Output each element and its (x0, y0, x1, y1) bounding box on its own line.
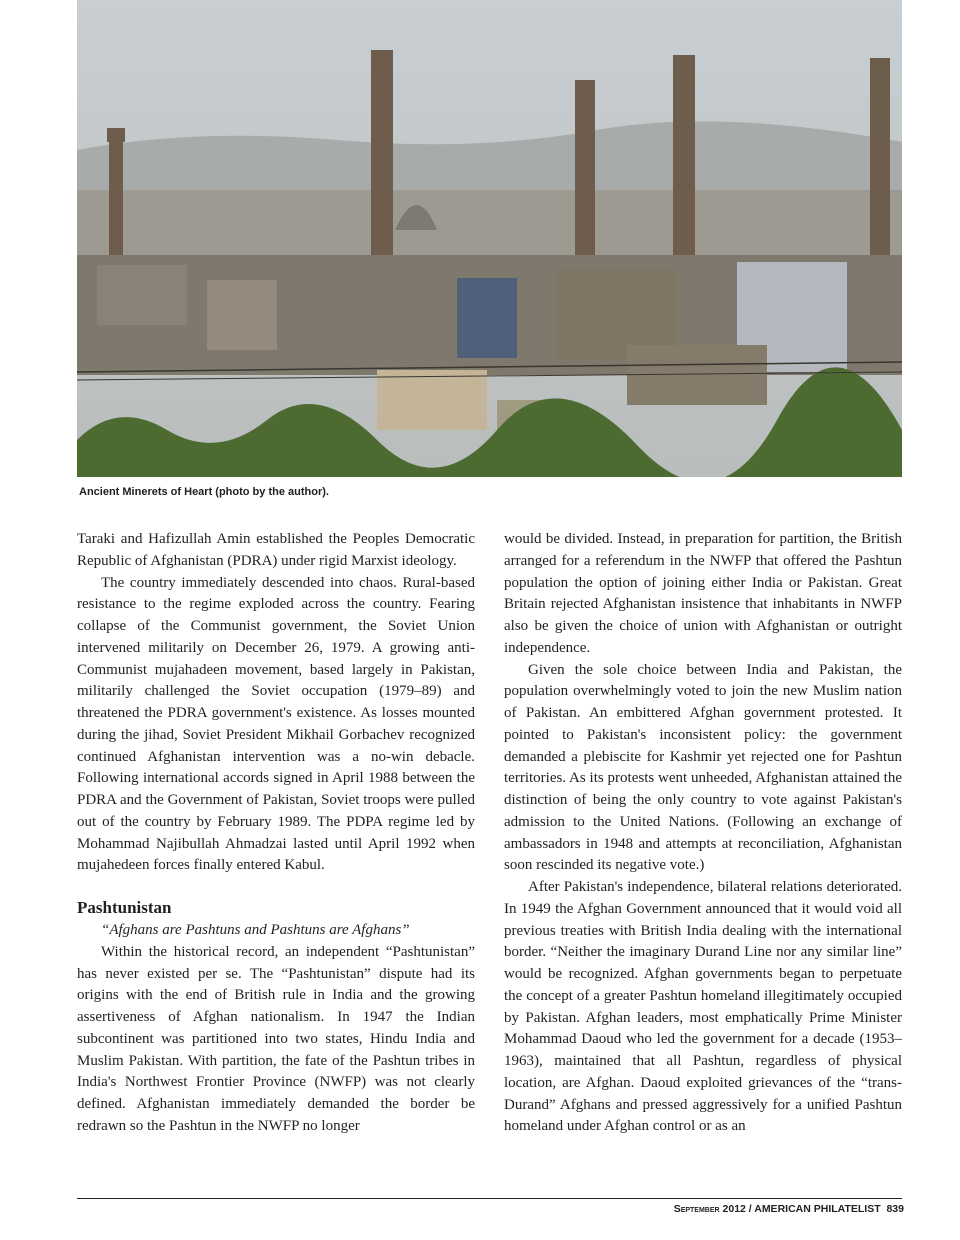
photo-caption: Ancient Minerets of Heart (photo by the author). (79, 486, 329, 498)
page-number: 839 (886, 1203, 904, 1215)
section-heading: Pashtunistan (77, 898, 172, 917)
right-paragraph-2: Given the sole choice between India and Pakistan, the population overwhelmingly voted to join the new Muslim nation of Pakistan. An embittered Afghan government protested. It pointed to Pakistan's inconsistent policy: the government demanded a plebiscite for Kashmir yet rejected one for Pashtun territories. As its protests went unheeded, Afghanistan attained the distinction of being the only country to vote against Pakistan's admission to the United Nations. (Following an exchange of ambassadors in 1948 and attempts at reconciliation, Afghanistan soon rescinded its negative vote.) (504, 661, 902, 874)
right-paragraph-1: would be divided. Instead, in preparation for partition, the British arranged for a referendum in the NWFP that offered the Pashtun population the option of joining either India or Pakistan. Great Britain rejected Afghanistan insistence that inhabitants in NWFP also be given the choice of union with Afghanistan or outright independence. (504, 531, 902, 656)
right-paragraph-3: After Pakistan's independence, bilateral relations deteriorated. In 1949 the Afghan Government announced that it would void all previous treaties with British India dealing with the international border. “Neither the imaginary Durand Line nor any similar line” would be recognized. Afghan governments began to perpetuate the concept of a greater Pashtun homeland illegitimately occupied by Pakistan. Afghan leaders, most emphatically Prime Minister Mohammad Daoud who led the government for a decade (1953–1963), maintained that all Pashtun, regardless of physical location, are Afghan. Daoud exploited grievances of the “trans-Durand” Afghans and pressed aggressively for a unified Pashtun homeland under Afghan control or as an (504, 879, 902, 1135)
left-column (77, 529, 475, 1138)
left-paragraph-1: Taraki and Hafizullah Amin established the Peoples Democratic Republic of Afghanistan (PDRA) under rigid Marxist ideology. (77, 531, 475, 569)
footer-publication: 2012 / AMERICAN PHILATELIST (719, 1203, 881, 1215)
left-paragraph-3: Within the historical record, an independent “Pashtunistan” has never existed per se. The “Pashtunistan” dispute had its origins with the end of British rule in India and the growing assertiveness of Afghan nationalism. In 1947 the Indian subcontinent was partitioned into two states, Hindu India and Muslim Pakistan. With partition, the fate of the Pashtun tribes in India's Northwest Frontier Province (NWFP) was not clearly defined. Afghanistan immediately demanded the border be redrawn so the Pashtun in the NWFP no longer (77, 943, 475, 1134)
footer-month: September (673, 1203, 720, 1215)
section-epigraph: “Afghans are Pashtuns and Pashtuns are Afghans” (101, 922, 410, 938)
footer-rule (77, 1198, 902, 1199)
left-paragraph-2: The country immediately descended into chaos. Rural-based resistance to the regime exploded across the country. Fearing collapse of the Communist government, the Soviet Union intervened militarily on December 26, 1979. A growing anti-Communist mujahadeen movement, based largely in Pakistan, militarily challenged the Soviet occupation (1979–89) and threatened the PDRA government's existence. As losses mounted during the jihad, Soviet President Mikhail Gorbachev recognized continued Afghanistan intervention was a no-win debacle. Following international accords signed in April 1988 between the PDRA and the Government of Pakistan, Soviet troops were pulled out of the country by February 1989. The PDPA regime led by Mohammad Najibullah Ahmadzai lasted until April 1992 when mujahedeen forces finally entered Kabul. (77, 574, 475, 874)
minarets-photo (77, 0, 902, 477)
right-column (504, 529, 902, 1138)
page-footer (674, 1203, 904, 1215)
